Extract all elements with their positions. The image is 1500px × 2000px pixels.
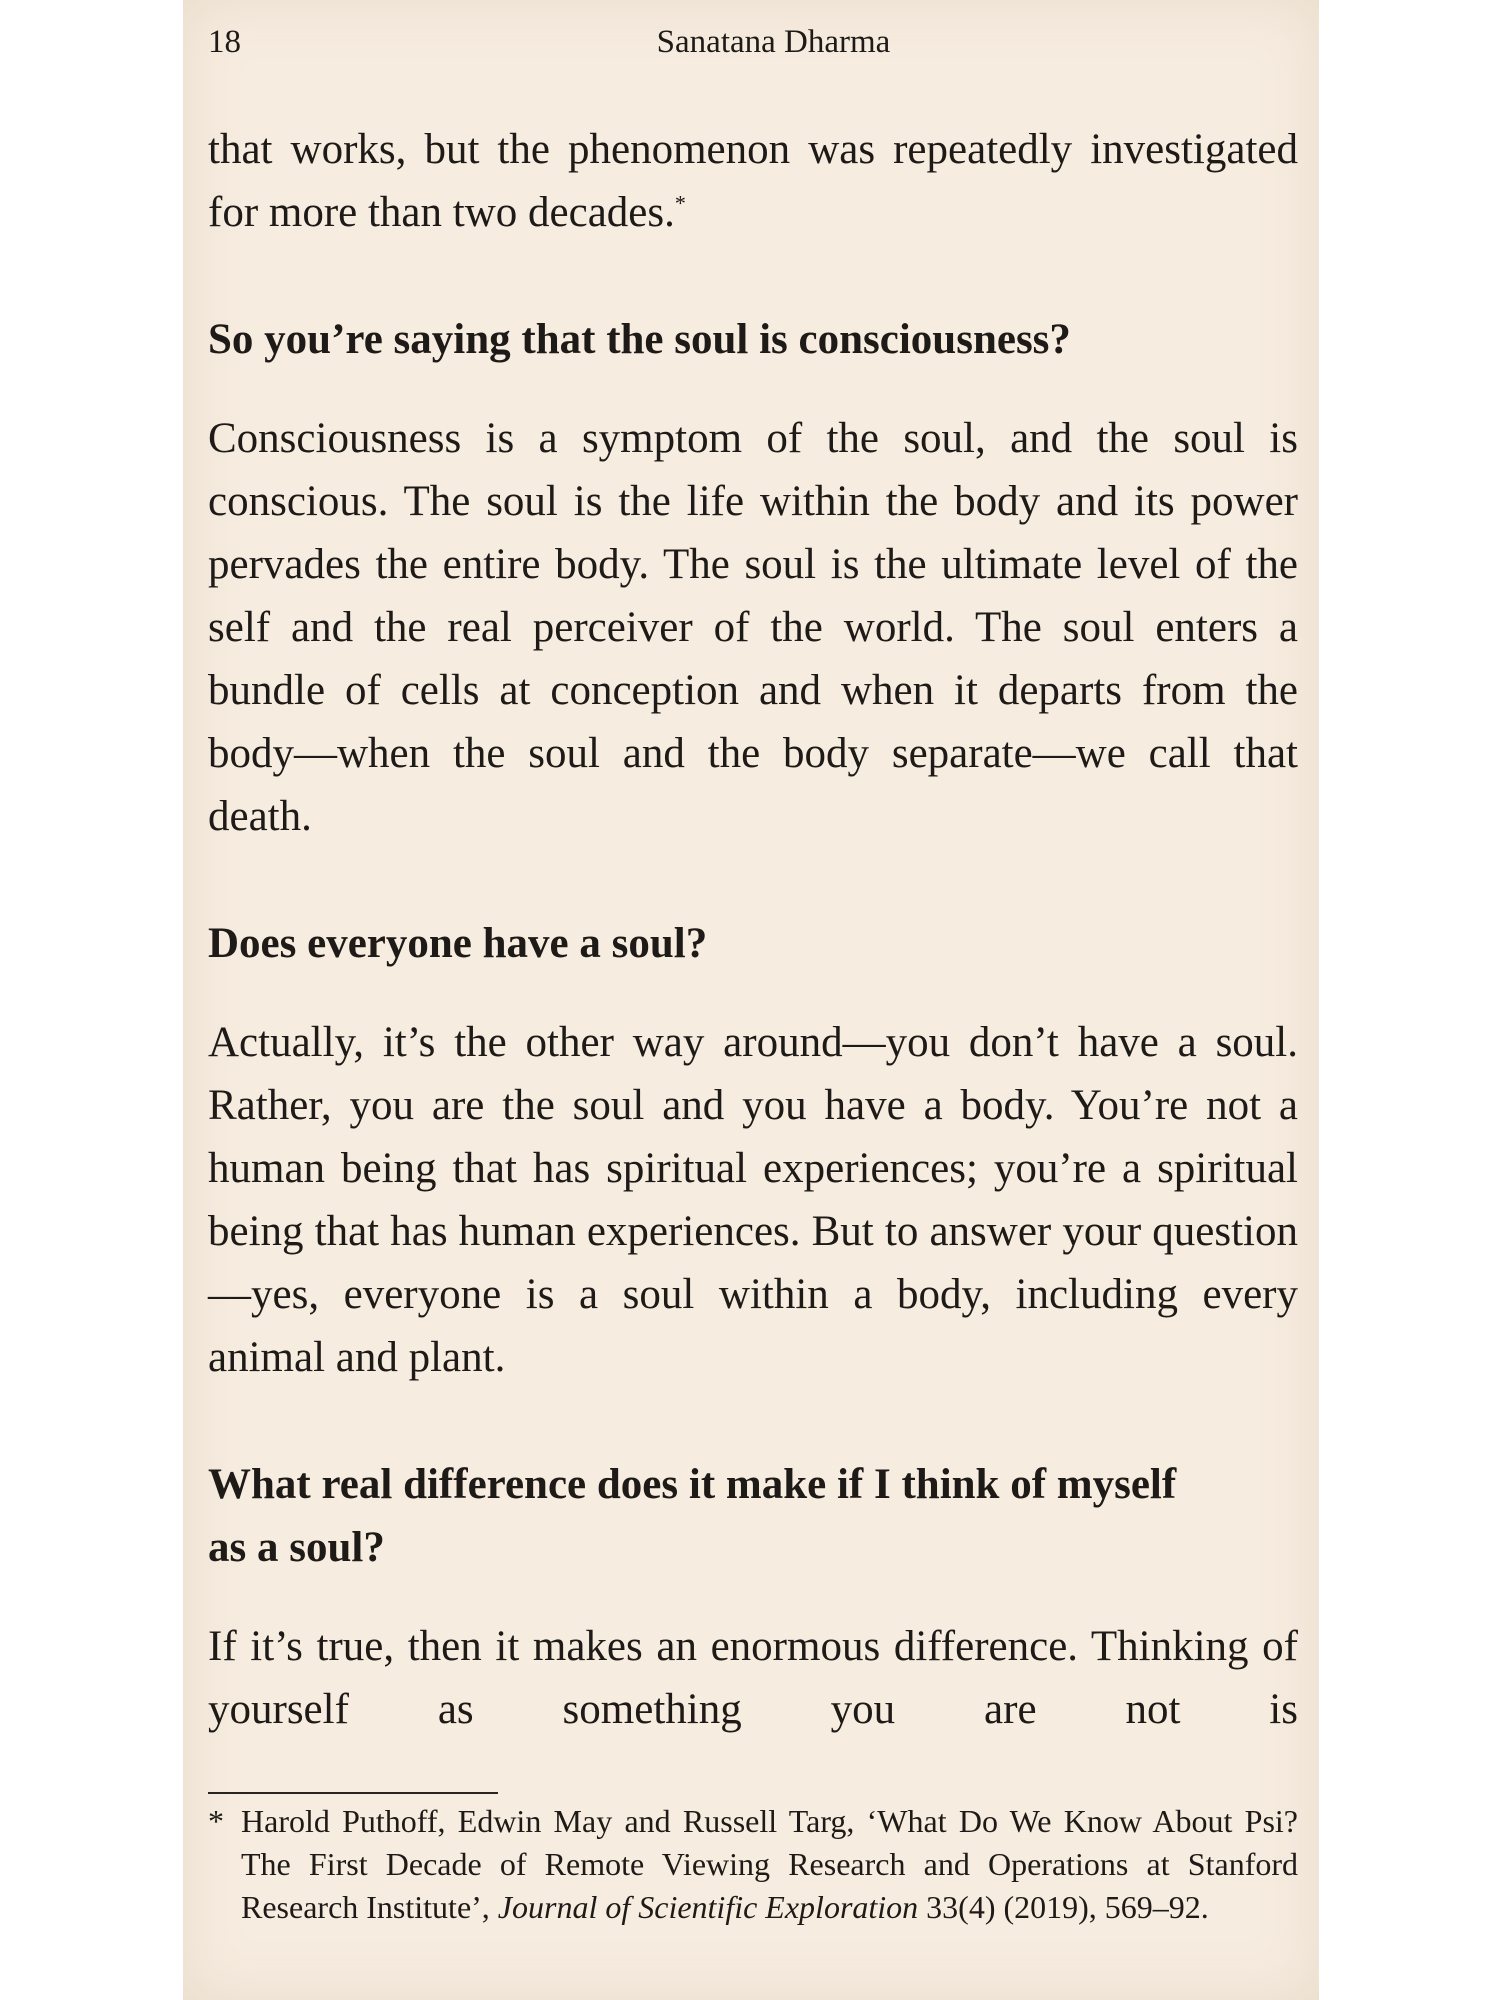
- question-heading: Does everyone have a soul?: [208, 920, 708, 967]
- book-page: [183, 0, 1319, 2000]
- running-title: Sanatana Dharma: [656, 24, 891, 60]
- footnote-text: [241, 1800, 1298, 1929]
- page-body: [208, 118, 1298, 1741]
- intro-paragraph: [208, 118, 1298, 244]
- answer-paragraph: Consciousness is a symptom of the soul, and the soul is conscious. The soul is the life within the body and its power pervades the entire body. The soul is the ultimate level of the self and the real perceiver of the world. The soul enters a bundle of cells at conception and when it departs from the body—when the soul and the body separate—we call that death.: [208, 415, 1298, 840]
- answer-paragraph: If it’s true, then it makes an enormous difference. Thinking of yourself as something you are not is: [208, 1623, 1298, 1733]
- page-number: 18: [208, 24, 241, 60]
- footnote-divider: [208, 1792, 498, 1794]
- footnote-citation: Harold Puthoff, Edwin May and Russell Targ, ‘What Do We Know About Psi? The First Decade of Remote Viewing Research and Operations at Stanford Research Institute’,: [241, 1803, 1298, 1925]
- footnote-volume: 33(4) (2019), 569–92.: [926, 1889, 1209, 1925]
- footnote-marker: *: [208, 1803, 224, 1839]
- answer-paragraph: Actually, it’s the other way around—you don’t have a soul. Rather, you are the soul and you have a body. You’re not a human being that has spiritual experiences; you’re a spiritual being that has human experiences. But to answer your question—yes, everyone is a soul within a body, including every animal and plant.: [208, 1019, 1298, 1381]
- question-heading: So you’re saying that the soul is consciousness?: [208, 316, 1071, 363]
- question-heading: What real difference does it make if I think of myself as a soul?: [208, 1461, 1177, 1571]
- footnote-reference: *: [674, 190, 686, 216]
- page-header: [208, 20, 1299, 64]
- intro-text: that works, but the phenomenon was repeatedly investigated for more than two decades.: [208, 126, 1298, 236]
- footnote: [208, 1800, 1298, 1929]
- footnote-journal: Journal of Scientific Exploration: [497, 1889, 919, 1925]
